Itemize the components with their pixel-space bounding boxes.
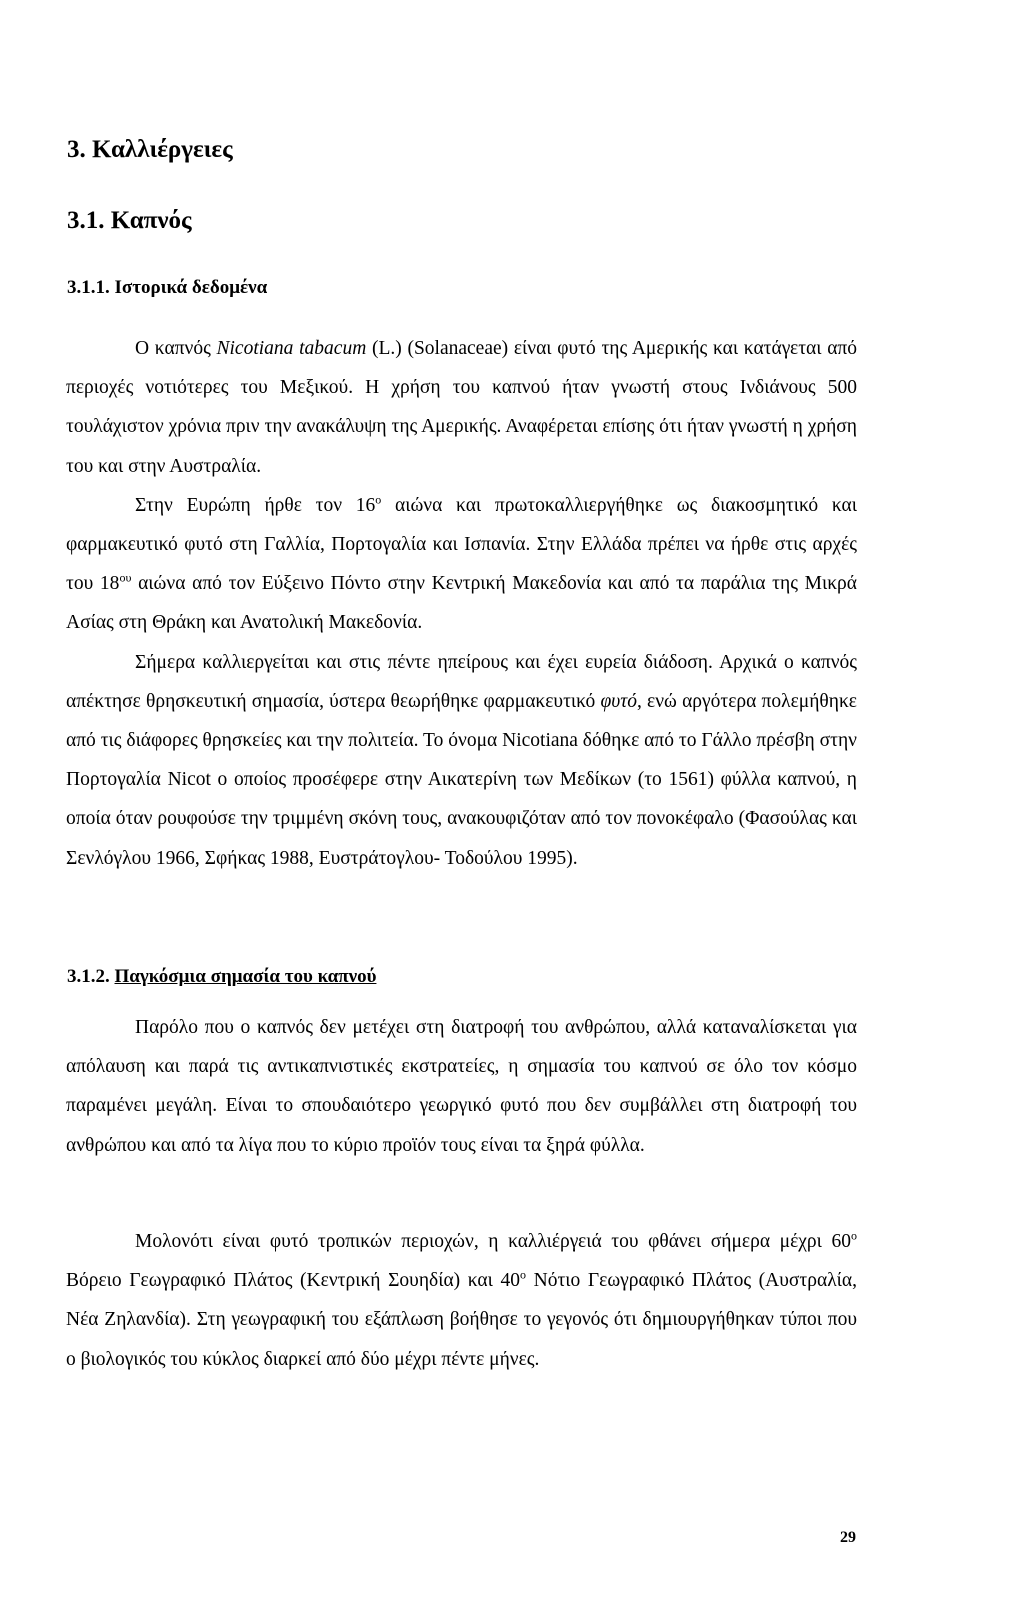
degree-superscript: ο xyxy=(851,1228,857,1243)
today-text-2: , ενώ αργότερα πολεμήθηκε από τις διάφορες θρησκείες και την πολιτεία. Το όνομα Nicotiana δόθηκε από το Γάλλο πρέσβη στην Πορτογαλία Nicot ο οποίος προσέφερε στην Αικατερίνη των Μεδίκων (το 1561) φύλλα καπνού, η οποία όταν ρουφούσε την τριμμένη σκόνη τους, ανακουφιζόταν από τον πονοκέφαλο (Φασούλας και Σενλόγλου 1966, Σφήκας 1988, Ευστράτογλου- Τοδούλου 1995). xyxy=(66,690,857,869)
ordinal-superscript: ο xyxy=(375,492,382,507)
section-heading: 3.1. Καπνός xyxy=(67,207,192,234)
europe-text-2: αιώνα και πρωτοκαλλιεργήθηκε ως διακοσμητικό και φαρμακευτικό φυτό στη Γαλλία, Πορτογαλία και Ισπανία. Στην Ελλάδα πρέπει να ήρθε στις αρχές του 18 xyxy=(66,494,858,595)
page-number: 29 xyxy=(840,1529,856,1546)
geography-text-2: Βόρειο Γεωγραφικό Πλάτος (Κεντρική Σουηδία) και 40 xyxy=(66,1270,521,1292)
history-paragraph xyxy=(66,329,857,878)
subsection-heading-importance xyxy=(67,966,376,988)
subsection-number: 3.1.2. xyxy=(67,966,110,987)
subsection-heading-history: 3.1.1. Ιστορικά δεδομένα xyxy=(67,277,268,298)
europe-text-1: Στην Ευρώπη ήρθε τον 16 xyxy=(135,494,376,516)
subsection-title: Παγκόσμια σημασία του καπνού xyxy=(114,966,377,987)
geography-text-3: Νότιο Γεωγραφικό Πλάτος (Αυστραλία, Νέα Ζηλανδία). Στη γεωγραφική του εξάπλωση βοήθησε το γεγονός ότι δημιουργήθηκαν τύποι που ο βιολογικός του κύκλος διαρκεί από δύο μέχρι πέντε μήνες. xyxy=(66,1270,857,1370)
europe-text-3: αιώνα από τον Εύξεινο Πόντο στην Κεντρική Μακεδονία και από τα παράλια της Μικρά Ασίας στη Θράκη και Ανατολική Μακεδονία. xyxy=(66,573,857,634)
today-text-1: Σήμερα καλλιεργείται και στις πέντε ηπείρους και έχει ευρεία διάδοση. Αρχικά ο καπνός απέκτησε θρησκευτική σημασία, ύστερα θεωρήθηκε φαρμακευτικό xyxy=(66,651,857,712)
italic-word: φυτό xyxy=(600,690,637,712)
geography-paragraph xyxy=(66,1222,857,1379)
chapter-heading: 3. Καλλιέργειες xyxy=(67,136,233,163)
ordinal-superscript: ου xyxy=(119,570,132,585)
today-sentence xyxy=(66,643,857,878)
importance-paragraph: Παρόλο που ο καπνός δεν μετέχει στη διατροφή του ανθρώπου, αλλά καταναλίσκεται για απόλαυση και παρά τις αντικαπνιστικές εκστρατείες, η σημασία του καπνού σε όλο τον κόσμο παραμένει μεγάλη. Είναι το σπουδαιότερο γεωργικό φυτό που δεν συμβάλλει στη διατροφή του ανθρώπου και από τα λίγα που το κύριο προϊόν τους είναι τα ξηρά φύλλα. xyxy=(66,1017,857,1156)
history-text-1: Ο καπνός xyxy=(135,338,217,359)
europe-sentence xyxy=(66,486,857,643)
history-text-2: (L.) (Solanaceae) είναι φυτό της Αμερικής και κατάγεται από περιοχές νοτιότερες του Μεξικού. Η χρήση του καπνού ήταν γνωστή στους Ινδιάνους 500 τουλάχιστον χρόνια πριν την ανακάλυψη της Αμερικής. Αναφέρεται επίσης ότι ήταν γνωστή η χρήση του και στην Αυστραλία. xyxy=(66,338,858,477)
degree-superscript: ο xyxy=(520,1267,527,1282)
species-name: Nicotiana tabacum xyxy=(216,338,367,359)
geography-text-1: Μολονότι είναι φυτό τροπικών περιοχών, η καλλιέργειά του φθάνει σήμερα μέχρι 60 xyxy=(135,1231,851,1252)
